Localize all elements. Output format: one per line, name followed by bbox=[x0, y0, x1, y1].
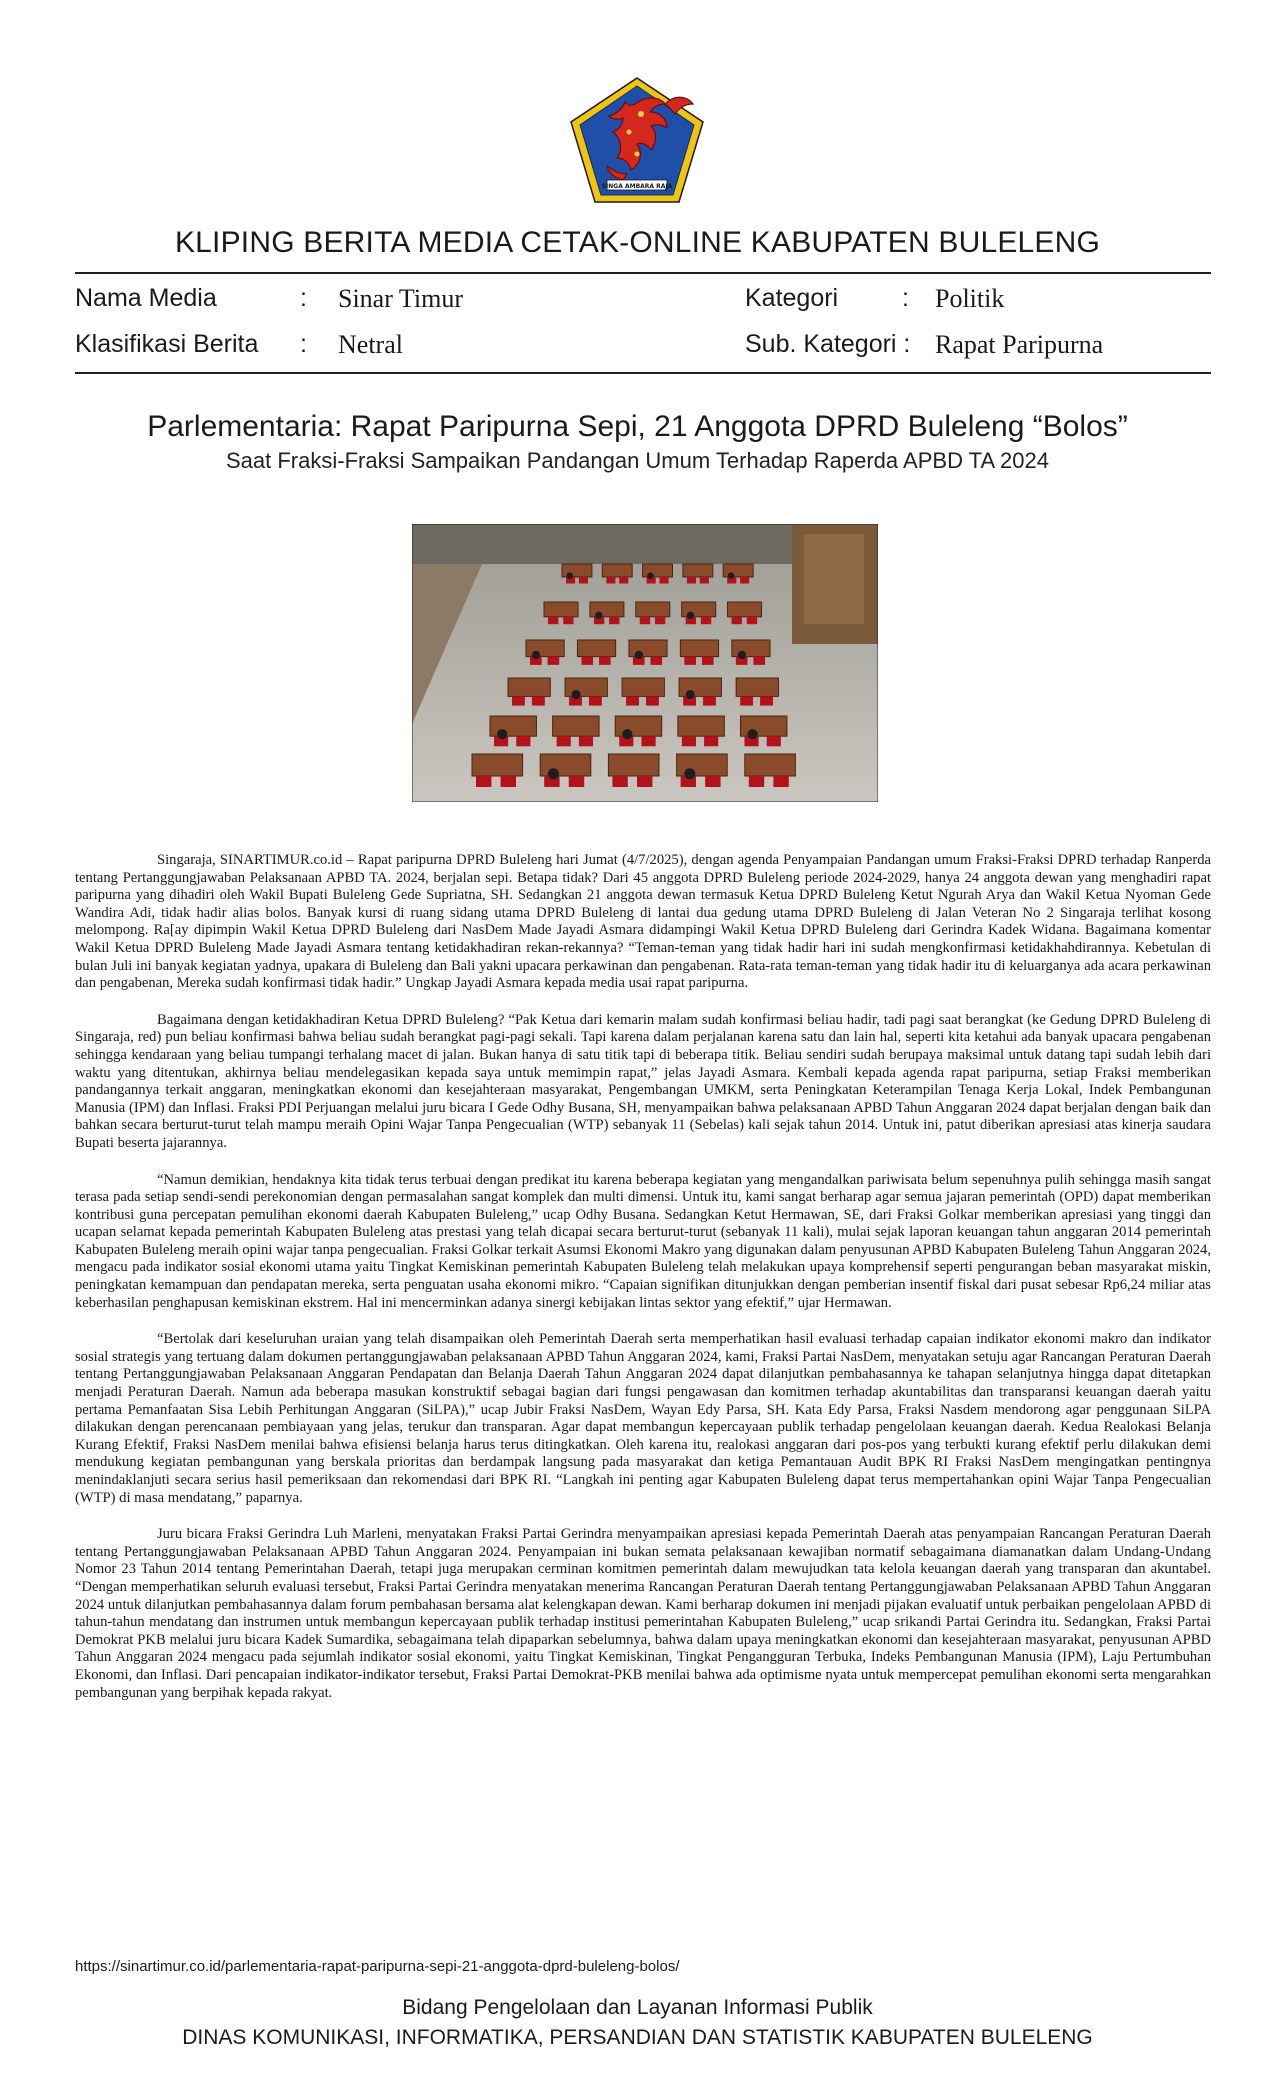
header-divider-top bbox=[75, 272, 1211, 274]
source-url-link[interactable]: https://sinartimur.co.id/parlementaria-rapat-paripurna-sepi-21-anggota-dprd-buleleng-bolos/ bbox=[75, 1958, 680, 1975]
footer-department: Bidang Pengelolaan dan Layanan Informasi Publik bbox=[402, 1996, 873, 2019]
article-paragraph: Singaraja, SINARTIMUR.co.id – Rapat paripurna DPRD Buleleng hari Jumat (4/7/2025), dengan agenda Penyampaian Pandangan umum Fraksi-Fraksi DPRD terhadap Ranperda tentang Pertanggungjawaban Pelaksanaan APBD TA. 2024, berjalan sepi. Betapa tidak? Dari 45 anggota DPRD Buleleng periode 2024-2029, hanya 24 anggota dewan yang menghadiri rapat paripurna yang dihadiri oleh Wakil Bupati Buleleng Gede Supriatna, SH. Sedangkan 21 anggota dewan termasuk Ketua DPRD Buleleng Ketut Ngurah Arya dan Wakil Ketua Nyoman Gede Wandira Adi, tidak hadir alias bolos. Banyak kursi di ruang sidang utama DPRD Buleleng di lantai dua gedung utama DPRD Buleleng di Jalan Veteran No 2 Singaraja terlihat kosong melompong. Ra[ay dipimpin Wakil Ketua DPRD Buleleng dari NasDem Made Jayadi Asmara didampingi Wakil Ketua DPRD Buleleng dari Gerindra Kadek Widana. Bagaimana komentar Wakil Ketua DPRD Buleleng Made Jayadi Asmara tentang ketidakhadiran rekan-rekannya? “Teman-teman yang tidak hadir hari ini sudah mengkonfirmasi ketidakhahdirannya. Kebetulan di bulan Juli ini banyak kegiatan yadnya, upakara di Buleleng dan Bali yakni upacara perkawinan dan pengabenan. Rata-rata teman-teman yang tidak hadir itu di keluarganya ada acara perkawinan dan pengabenan, Mereka sudah konfirmasi tidak hadir.” Ungkap Jayadi Asmara kepada media usai rapat paripurna. bbox=[75, 852, 1211, 992]
klasifikasi-label: Klasifikasi Berita bbox=[75, 330, 259, 358]
header-divider-bottom bbox=[75, 372, 1211, 374]
nama-media-label: Nama Media bbox=[75, 284, 217, 312]
article-paragraph: Bagaimana dengan ketidakhadiran Ketua DPRD Buleleng? “Pak Ketua dari kemarin malam sudah konfirmasi beliau hadir, tadi pagi saat berangkat (ke Gedung DPRD Buleleng di Singaraja, red) pun beliau konfirmasi bahwa beliau sudah berangkat pagi-pagi sekali. Tapi karena dalam perjalanan karena satu dan lain hal, seperti kita ketahui ada banyak upacara pengabenan sehingga kendaraan yang beliau tumpangi terhalang macet di jalan. Bukan hanya di satu titik tapi di beberapa titik. Beliau sendiri sudah berupaya maksimal untuk datang tapi sudah lebih dari waktu yang ditentukan, akhirnya beliau mendelegasikan kepada saya untuk memimpin rapat,” jelas Jayadi Asmara. Kembali kepada agenda rapat paripurna, setiap Fraksi memberikan pandangannya terkait anggaran, meningkatkan ekonomi dan kesejahteraan masyarakat, Pengembangan UMKM, serta Peningkatan Keterampilan Tenaga Kerja Lokal, Indek Pembangunan Manusia (IPM) dan Inflasi. Fraksi PDI Perjuangan melalui juru bicara I Gede Odhy Busana, SH, menyampaikan bahwa pelaksanaan APBD Tahun Anggaran 2024 dapat berjalan dengan baik dan bahkan secara berturut-turut telah mampu meraih Opini Wajar Tanpa Pengecualian (WTP) sebanyak 11 (Sebelas) kali sejak tahun 2014. Untuk ini, patut diberikan apresiasi atas kinerja saudara Bupati beserta jajarannya. bbox=[75, 1011, 1211, 1151]
kategori-label: Kategori bbox=[745, 284, 839, 312]
clipping-header-title: KLIPING BERITA MEDIA CETAK-ONLINE KABUPATEN BULELENG bbox=[174, 226, 1101, 259]
article-paragraph: Juru bicara Fraksi Gerindra Luh Marleni, menyatakan Fraksi Partai Gerindra menyampaikan apresiasi kepada Pemerintah Daerah atas penyampaian Rancangan Peraturan Daerah tentang Pertanggungjawaban Pelaksanaan APBD Tahun Anggaran 2024. Penyampaian ini bukan semata pelaksanaan kewajiban normatif sebagaimana diamanatkan dalam Undang-Undang Nomor 23 Tahun 2014 tentang Pemerintahan Daerah, tetapi juga merupakan cerminan komitmen pemerintah dalam mewujudkan tata kelola keuangan daerah yang transparan dan akuntabel. “Dengan memperhatikan seluruh evaluasi tersebut, Fraksi Partai Gerindra menyatakan menerima Rancangan Peraturan Daerah tentang Pertanggungjawaban Pelaksanaan APBD Tahun Anggaran 2024 untuk dilanjutkan pembahasannya dalam forum pembahasan bersama alat kelengkapan dewan. Kami berharap dokumen ini menjadi pijakan evaluatif untuk perbaikan pengelolaan APBD di tahun-tahun mendatang dan instrumen untuk membangun kepercayaan publik terhadap institusi pemerintahan Kabupaten Buleleng,” ucap srikandi Partai Gerindra itu. Sedangkan, Fraksi Partai Demokrat PKB melalui juru bicara Kadek Sumardika, sebagaimana telah dipaparkan sebelumnya, bahwa dalam upaya meningkatkan ekonomi dan kesejahteraan masyarakat, penyusunan APBD Tahun Anggaran 2024 mengacu pada sejumlah indikator sosial ekonomi, yaitu Tingkat Kemiskinan, Tingkat Pengangguran Terbuka, Indeks Pembangunan Manusia (IPM), Laju Pertumbuhan Ekonomi, dan Inflasi. Dari pencapaian indikator-indikator tersebut, Fraksi Partai Demokrat-PKB menilai bahwa ada optimisme nyata untuk mempercepat pemulihan ekonomi serta mengarahkan pembangunan yang berpihak kepada rakyat. bbox=[75, 1526, 1211, 1701]
buleleng-crest-icon bbox=[567, 74, 707, 206]
kategori-separator: : bbox=[902, 284, 909, 312]
article-paragraph: “Namun demikian, hendaknya kita tidak terus terbuai dengan predikat itu karena beberapa kegiatan yang mengandalkan pariwisata belum sepenuhnya pulih sehingga masih sangat terasa pada setiap sendi-sendi perekonomian dengan permasalahan sangat komplek dan multi dimensi. Untuk itu, kami sangat berharap agar semua jajaran pemerintah (OPD) dapat memberikan kontribusi guna percepatan pemulihan ekonomi daerah Kabupaten Buleleng,” ucap Odhy Busana. Sedangkan Ketut Hermawan, SE, dari Fraksi Golkar memberikan apresiasi yang tinggi dan ucapan selamat kepada pemerintah Kabupaten Buleleng atas prestasi yang telah dicapai secara berturut-turut (sebanyak 11 kali), mulai sejak laporan keuangan tahun anggaran 2014 pemerintah Kabupaten Buleleng meraih opini wajar tanpa pengecualian. Fraksi Golkar terkait Asumsi Ekonomi Makro yang digunakan dalam penyusunan APBD Kabupaten Buleleng Tahun Anggaran 2024, mengacu pada indikator sosial ekonomi utama yaitu Tingkat Kemiskinan pemerintah Kabupaten Buleleng telah melakukan upaya komprehensif seperti pengurangan beban masyarakat miskin, peningkatan kemampuan dan pendapatan mereka, serta penguatan usaha ekonomi mikro. “Capaian signifikan ditunjukkan dengan pemberian insentif fiskal dari pusat sebesar Rp6,24 miliar atas keberhasilan penghapusan kemiskinan ekstrem. Hal ini mencerminkan adanya sinergi kebijakan lintas sektor yang efektif,” ujar Hermawan. bbox=[75, 1171, 1211, 1311]
footer-agency: DINAS KOMUNIKASI, INFORMATIKA, PERSANDIAN DAN STATISTIK KABUPATEN BULELENG bbox=[182, 2026, 1093, 2049]
article-subtitle: Saat Fraksi-Fraksi Sampaikan Pandangan Umum Terhadap Raperda APBD TA 2024 bbox=[225, 448, 1049, 473]
subkategori-value: Rapat Paripurna bbox=[935, 330, 1104, 359]
subkategori-label: Sub. Kategori : bbox=[745, 330, 911, 358]
article-body bbox=[75, 852, 1211, 1721]
klasifikasi-value: Netral bbox=[338, 330, 403, 359]
article-paragraph: “Bertolak dari keseluruhan uraian yang telah disampaikan oleh Pemerintah Daerah serta memperhatikan hasil evaluasi terhadap capaian indikator ekonomi makro dan indikator sosial strategis yang tertuang dalam dokumen pertanggungjawaban pelaksanaan APBD Tahun Anggaran 2024, kami, Fraksi Partai NasDem, menyatakan setuju agar Rancangan Peraturan Daerah tentang Pertanggungjawaban Pelaksanaan Anggaran Pendapatan dan Belanja Daerah Tahun Anggaran 2024 dapat dilanjutkan pembahasannya ke tahapan selanjutnya hingga dapat ditetapkan menjadi Peraturan Daerah. Namun ada beberapa masukan konstruktif sebagai bagian dari fungsi pengawasan dan komitmen terhadap akuntabilitas dan transparansi keuangan daerah yaitu pertama Pemanfaatan Sisa Lebih Perhitungan Anggaran (SiLPA),” ucap Jubir Fraksi NasDem, Wayan Edy Parsa, SH. Kata Edy Parsa, Fraksi Nasdem mendorong agar penggunaan SiLPA dilakukan dengan perencanaan pembiayaan yang jelas, terukur dan transparan. Agar dapat membangun kepercayaan publik terhadap pengelolaan keuangan daerah. Kedua Realokasi Belanja Kurang Efektif, Fraksi NasDem menilai bahwa efisiensi belanja harus terus ditingkatkan. Oleh karena itu, realokasi anggaran dari pos-pos yang terbukti kurang efektif perlu dilakukan demi mendukung kegiatan pembangunan yang berskala prioritas dan berdampak langsung pada masyarakat dan ketiga Pemantauan Audit BPK RI Fraksi NasDem mengingatkan pentingnya menindaklanjuti secara serius hasil pemeriksaan dan rekomendasi dari BPK RI. “Langkah ini penting agar Kabupaten Buleleng dapat terus mempertahankan opini Wajar Tanpa Pengecualian (WTP) di masa mendatang,” paparnya. bbox=[75, 1331, 1211, 1506]
kategori-value: Politik bbox=[935, 284, 1005, 313]
council-chamber-photo bbox=[412, 524, 878, 802]
klasifikasi-separator: : bbox=[300, 330, 307, 358]
nama-media-value: Sinar Timur bbox=[338, 284, 463, 313]
nama-media-separator: : bbox=[300, 284, 307, 312]
crest-motto: SINGA AMBARA RAJA bbox=[601, 183, 673, 190]
article-title: Parlementaria: Rapat Paripurna Sepi, 21 Anggota DPRD Buleleng “Bolos” bbox=[147, 410, 1128, 443]
